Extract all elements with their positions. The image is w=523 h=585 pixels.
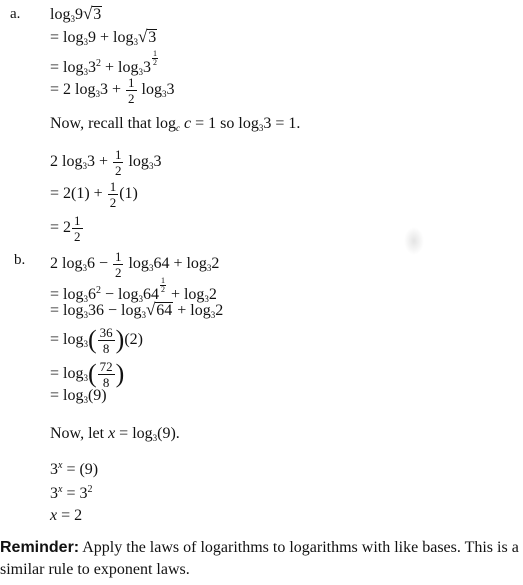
part-b-line-2: = $\log_36^2 - \log_364$ $\frac{1}{2}$ + $\log_32$ (50, 276, 217, 304)
fraction-one-half: $\frac{1}{2}$ (74, 213, 81, 244)
reminder-text: Apply the laws of logarithms to logarithms with like bases. This is a similar rule to exponent laws. (0, 539, 519, 578)
part-a-step-2: = 2(1) + $\frac{1}{2}$ (1) (50, 179, 138, 210)
part-a-line-3: = $\log_33^2 + \log_33$ $\frac{1}{2}$ (50, 49, 157, 77)
part-b-note: Now, let $x = \log_3(9)$. (50, 425, 180, 443)
fraction-one-half: $\frac{1}{2}$ (114, 249, 122, 280)
half-exponent: $\frac{1}{2}$ (152, 49, 157, 67)
half-exponent: $\frac{1}{2}$ (160, 276, 165, 294)
reminder-paragraph (0, 537, 523, 581)
fraction-36-over-8: $\frac{36}{8}$ (99, 325, 113, 356)
fraction-one-half: $\frac{1}{2}$ (114, 147, 122, 178)
fraction-one-half: $\frac{1}{2}$ (109, 179, 117, 210)
part-b-line-4: = $\log_3$( $\frac{36}{8}$ )(2) (50, 325, 143, 356)
part-b-line-5: = $\log_3$( $\frac{72}{8}$ ) (50, 359, 125, 390)
part-a-step-1: 2 $\log_33$ + $\frac{1}{2}$ $\log_33$ (50, 147, 162, 178)
fraction-72-over-8: $\frac{72}{8}$ (99, 359, 113, 390)
part-a-line-2: = $\log_39 + \log_3√3$ (50, 27, 157, 47)
reminder-label: Reminder: (0, 539, 80, 556)
scan-smudge (404, 227, 424, 255)
part-b-step-2: $3^x = 3^2$ (50, 484, 93, 502)
part-a-note: Now, recall that $\log_c c = 1$ so $\log_33 = 1$. (50, 115, 301, 133)
part-b-line-1: 2 $\log_36$ − $\frac{1}{2}$ $\log_364 + \log_32$ (50, 249, 220, 280)
sqrt-symbol: √3 (82, 4, 102, 23)
part-a-step-3: = 2 $\frac{1}{2}$ (50, 213, 81, 244)
fraction-one-half: $\frac{1}{2}$ (128, 75, 135, 106)
part-a-marker: a. (10, 6, 21, 22)
part-b-step-3: x = 2 (50, 507, 83, 524)
part-a-line-1: $\log_39√3$ (50, 4, 102, 24)
part-a-line-4: = 2 $\log_33$ + $\frac{1}{2}$ $\log_33$ (50, 75, 175, 106)
part-b-marker: b. (14, 252, 26, 268)
sqrt-symbol: √64 (145, 300, 173, 319)
part-b-line-6: = $\log_3(9)$ (50, 387, 107, 405)
part-b-step-1: $3^x = (9)$ (50, 460, 99, 478)
sqrt-symbol: √3 (137, 27, 157, 46)
part-b-line-3: = $\log_336 - \log_3√64 + \log_32$ (50, 300, 224, 320)
